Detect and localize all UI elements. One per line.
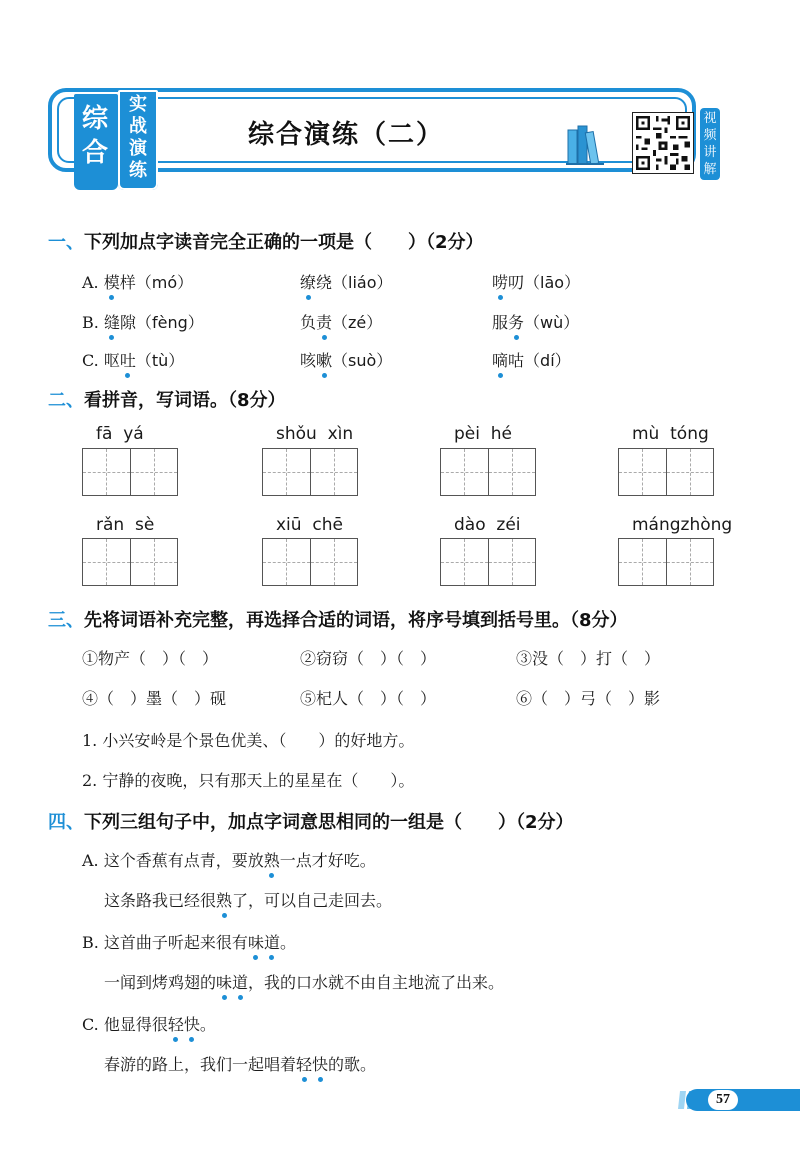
q4-sentence-end: 的歌。 xyxy=(328,1055,377,1074)
grid-cell[interactable] xyxy=(311,539,358,585)
q2-heading xyxy=(48,386,286,412)
q1-option-pinyin: （wù） xyxy=(524,313,580,332)
q1-option-char: 服 xyxy=(492,313,509,332)
q2-text: 看拼音，写词语。（8分） xyxy=(84,390,286,411)
q4-dotted-char: 味 xyxy=(248,930,264,953)
q1-option xyxy=(300,348,392,371)
q2-writing-grid[interactable] xyxy=(440,448,536,496)
grid-cell[interactable] xyxy=(489,539,536,585)
video-tag[interactable] xyxy=(700,108,720,180)
q1-option xyxy=(82,348,184,371)
q4-sentence-start: B. 这首曲子听起来很有 xyxy=(82,933,248,952)
q1-option-letter: B. xyxy=(82,313,104,332)
q4-sentence xyxy=(82,930,296,953)
grid-cell[interactable] xyxy=(263,449,311,495)
q2-pinyin: shǒu xìn xyxy=(276,424,354,444)
section-badge-sub xyxy=(118,90,158,190)
q1-option-char: 缝 xyxy=(104,310,120,333)
page-title: 综合演练（二） xyxy=(248,120,445,150)
grid-cell[interactable] xyxy=(441,539,489,585)
q1-option xyxy=(300,310,382,333)
q4-sentence-end: 了，可以自己走回去。 xyxy=(232,891,393,910)
q2-writing-grid[interactable] xyxy=(262,538,358,586)
q2-pinyin: rǎn sè xyxy=(96,515,155,535)
q4-sentence-end: 。 xyxy=(199,1015,216,1034)
q4-text: 下列三组句子中，加点字词意思相同的一组是（ ）（2分） xyxy=(84,812,574,833)
q3-text: 先将词语补充完整，再选择合适的词语，将序号填到括号里。（8分） xyxy=(84,610,628,631)
grid-cell[interactable] xyxy=(311,449,358,495)
q1-option-char: 嘀 xyxy=(492,348,508,371)
q1-option-pinyin: （zé） xyxy=(332,313,383,332)
q1-option xyxy=(492,310,579,333)
section-badge-main xyxy=(74,94,118,190)
q3-idiom-6: ⑥（ ）弓（ ）影 xyxy=(516,689,661,708)
q4-dotted-word xyxy=(296,1055,328,1074)
q1-option-char: 咕 xyxy=(508,351,525,370)
q1-option-letter: C. xyxy=(82,351,104,370)
q4-sentence xyxy=(82,1012,216,1035)
q1-number: 一、 xyxy=(48,232,84,253)
grid-cell[interactable] xyxy=(667,449,714,495)
q4-dotted-word xyxy=(168,1015,200,1034)
q1-option-pinyin: （lāo） xyxy=(524,273,581,292)
q3-heading xyxy=(48,606,628,632)
q4-sentence-end: ，我的口水就不由自主地流了出来。 xyxy=(248,973,505,992)
grid-cell[interactable] xyxy=(619,539,667,585)
q1-text: 下列加点字读音完全正确的一项是（ ）（2分） xyxy=(84,232,484,253)
q4-dotted-char: 快 xyxy=(184,1012,200,1035)
q1-option-char: 呕 xyxy=(103,351,120,370)
q2-writing-grid[interactable] xyxy=(618,448,714,496)
q1-option-char: 咳 xyxy=(300,351,317,370)
badge-main-label: 综合 xyxy=(81,104,110,168)
q3-idiom-2: ②窃窃（ ）（ ） xyxy=(300,649,437,668)
q3-idiom-4: ④（ ）墨（ ）砚 xyxy=(82,689,227,708)
q1-option-letter: A. xyxy=(82,273,104,292)
q1-option-pinyin: （tù） xyxy=(135,351,185,370)
q4-sentence xyxy=(82,848,376,871)
q2-pinyin: xiū chē xyxy=(276,515,343,535)
q4-sentence-start: 这条路我已经很 xyxy=(104,891,217,910)
q2-writing-grid[interactable] xyxy=(618,538,714,586)
q4-sentence xyxy=(104,888,392,911)
q3-number: 三、 xyxy=(48,610,84,631)
q4-sentence-end: 一点才好吃。 xyxy=(279,851,376,870)
q2-number: 二、 xyxy=(48,390,84,411)
q2-pinyin: mù tóng xyxy=(632,424,709,444)
page-bar xyxy=(686,1089,800,1111)
q3-sentence-1: 1. 小兴安岭是个景色优美、（ ）的好地方。 xyxy=(82,731,415,750)
q2-pinyin: dào zéi xyxy=(454,515,521,535)
q1-option-char: 唠 xyxy=(492,270,508,293)
q1-option-char: 叨 xyxy=(508,273,525,292)
q1-option-char: 隙 xyxy=(119,313,136,332)
q4-dotted-word xyxy=(264,851,280,870)
q1-option-char: 模 xyxy=(104,270,120,293)
q3-sentence-2: 2. 宁静的夜晚，只有那天上的星星在（ ）。 xyxy=(82,771,415,790)
grid-cell[interactable] xyxy=(131,449,178,495)
q4-dotted-char: 味 xyxy=(216,970,232,993)
page-number: 57 xyxy=(708,1090,738,1110)
q2-writing-grid[interactable] xyxy=(82,538,178,586)
grid-cell[interactable] xyxy=(263,539,311,585)
q1-option-char: 缭 xyxy=(300,270,316,293)
q4-dotted-char: 道 xyxy=(232,970,248,993)
q1-option-pinyin: （liáo） xyxy=(332,273,393,292)
video-tag-label: 视频讲解 xyxy=(703,111,717,177)
q4-dotted-char: 道 xyxy=(264,930,280,953)
q4-dotted-word xyxy=(216,973,248,992)
q1-option-char: 绕 xyxy=(316,273,333,292)
q2-pinyin: mángzhòng xyxy=(632,515,733,535)
q1-option-char: 务 xyxy=(508,310,524,333)
q4-sentence-start: 春游的路上，我们一起唱着 xyxy=(104,1055,297,1074)
q1-option-pinyin: （dí） xyxy=(524,351,571,370)
q1-option-pinyin: （suò） xyxy=(332,351,393,370)
grid-cell[interactable] xyxy=(667,539,714,585)
q1-option-pinyin: （fèng） xyxy=(135,313,204,332)
q1-option xyxy=(492,348,571,371)
q4-number: 四、 xyxy=(48,812,84,833)
q4-dotted-word xyxy=(216,891,232,910)
q4-sentence-start: C. 他显得很 xyxy=(82,1015,168,1034)
q4-dotted-char: 熟 xyxy=(216,888,232,911)
q4-sentence xyxy=(104,1052,376,1075)
q4-dotted-word xyxy=(248,933,280,952)
q3-idiom-3: ③没（ ）打（ ） xyxy=(516,649,661,668)
q1-option-char: 负 xyxy=(300,313,317,332)
badge-sub-label: 实战演练 xyxy=(129,94,147,181)
q1-option xyxy=(82,270,193,293)
q1-option xyxy=(82,310,204,333)
grid-cell[interactable] xyxy=(619,449,667,495)
q1-option-char: 吐 xyxy=(120,348,136,371)
q1-option-char: 样 xyxy=(119,273,136,292)
q4-heading xyxy=(48,808,574,834)
q4-dotted-char: 轻 xyxy=(296,1052,312,1075)
q4-sentence-start: A. 这个香蕉有点青，要放 xyxy=(82,851,264,870)
q4-sentence xyxy=(104,970,504,993)
q2-pinyin: pèi hé xyxy=(454,424,513,444)
grid-cell[interactable] xyxy=(441,449,489,495)
q1-option xyxy=(300,270,393,293)
grid-cell[interactable] xyxy=(489,449,536,495)
qr-code-icon[interactable] xyxy=(632,112,694,174)
q2-writing-grid[interactable] xyxy=(440,538,536,586)
q1-option-char: 嗽 xyxy=(316,348,332,371)
q2-pinyin: fā yá xyxy=(96,424,144,444)
q4-sentence-end: 。 xyxy=(279,933,296,952)
q1-option-char: 责 xyxy=(316,310,332,333)
q3-idiom-5: ⑤杞人（ ）（ ） xyxy=(300,689,437,708)
grid-cell[interactable] xyxy=(83,449,131,495)
q4-sentence-start: 一闻到烤鸡翅的 xyxy=(104,973,217,992)
q1-heading xyxy=(48,228,484,254)
q2-writing-grid[interactable] xyxy=(262,448,358,496)
q1-option-pinyin: （mó） xyxy=(135,273,194,292)
q3-idiom-1: ①物产（ ）（ ） xyxy=(82,649,219,668)
grid-cell[interactable] xyxy=(131,539,178,585)
q1-option xyxy=(492,270,580,293)
q4-dotted-char: 轻 xyxy=(168,1012,184,1035)
q2-writing-grid[interactable] xyxy=(82,448,178,496)
q4-dotted-char: 快 xyxy=(312,1052,328,1075)
grid-cell[interactable] xyxy=(83,539,131,585)
books-icon xyxy=(566,124,604,166)
q4-dotted-char: 熟 xyxy=(264,848,280,871)
